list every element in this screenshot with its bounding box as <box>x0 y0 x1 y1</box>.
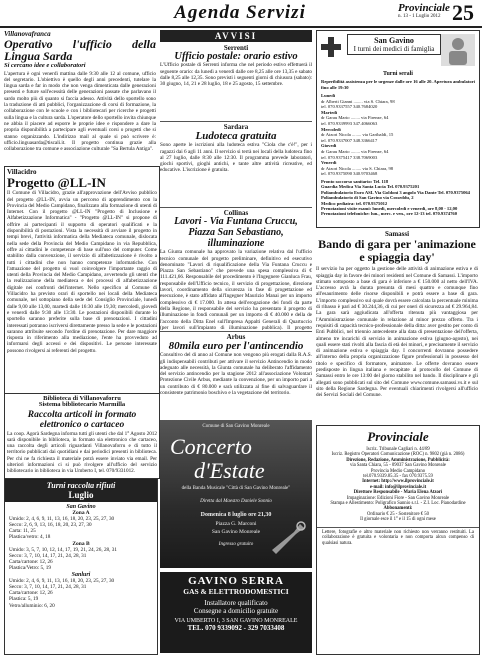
colophon-line: Provincia Medio Campidano <box>370 468 426 474</box>
day-line: dr Atzori Nicola ........ via S. Chiara, 98 <box>321 165 394 171</box>
article-serrenti <box>160 45 312 117</box>
service-line: Poliambulatorio Euro ASL Via Goldoni 3 angolo Via Dante Tel. 070.9375064 <box>321 189 470 195</box>
doctor-illustration <box>441 34 475 66</box>
day-line: tel. 070.9337557 340.7684020 <box>321 104 378 110</box>
colophon-line[interactable]: Internet: http://www.ilprovinciale.it <box>362 479 434 485</box>
ad-service: Installatore qualificato <box>204 599 268 607</box>
article-body: La coop. Agorà Sardegna informa tutti gli utenti che dal 1° Agosto 2012 sarà disponibile in biblioteca, in formato sia elettronico che cartaceo, una raccolta degli articoli riguardanti Villanovaforru e di tutto il territorio pubblicati dai quotidiani e dai periodici presenti in biblioteca. Per chi ne fa richiesta il materiale potrà essere inviato via email. Per ulteriori informazioni ci si può rivolgere all'ufficio del servizio bibliotecario in biblioteca in via Umberto I, tel. 070/9331012. <box>7 430 157 475</box>
paper-logo: Provinciale <box>398 2 450 14</box>
flyer-title-1: Concerto <box>170 434 252 459</box>
article-collinas <box>160 207 312 330</box>
zone-line: Umido: 2, 4, 6, 9, 11, 13, 16, 18, 20, 23, 25, 27, 30 <box>9 516 115 523</box>
waste-zones <box>5 502 157 611</box>
colophon-line: Direzione, Redazione, Amministrazione, Pubblicità: <box>346 457 450 463</box>
ad-tagline: GAS & ELETTRODOMESTICI <box>183 587 289 596</box>
waste-title <box>5 479 157 502</box>
turni-days <box>321 93 475 177</box>
page-number: 25 <box>452 0 474 25</box>
zone-line: Secco: 3, 7, 10, 14, 17, 21, 24, 28, 31 <box>9 584 87 591</box>
zone-line: Umido: 2, 4, 6, 9, 11, 13, 16, 18, 20, 23, 25, 27, 30 <box>9 578 115 585</box>
day-name: Mercoledì <box>321 126 341 132</box>
flyer-director: Diretta dal Maestro Daniele Sonnio <box>200 499 272 504</box>
day-line: dr Garau Mario ........ via Firenze, 64 <box>321 148 389 154</box>
colophon-line: Il giornale esce il 1° e il 15 di ogni mese <box>360 517 436 523</box>
article-body: Sono aperte le iscrizioni alla ludoteca estiva "Ciola che c'è!", per i ragazzi dai 6 agli 11 anni. Il servizio si terrà nei locali della ludoteca fino al 27 luglio, dalle 8:30 alle 12:30. Il programma prevede laboratori, giochi sportivi, gioghi antichi, e tante altre attività ricreative, ed educative. L'iscrizione è gratuita. <box>160 142 312 174</box>
article-place: Villacidro <box>7 168 37 176</box>
day-name: Lunedì <box>321 93 336 98</box>
article-arbus <box>160 331 312 419</box>
day-name: Venerdì <box>321 160 337 166</box>
day-line: tel. 070.9337007 348.3366417 <box>321 137 378 143</box>
zone-sub: Zona B <box>72 540 90 547</box>
day-block <box>321 143 475 160</box>
service-line: Poliambulatorio di San Gavino via Cosseddu, 2 <box>321 195 414 201</box>
services-list <box>321 179 475 217</box>
article-title: Operativo l'ufficio della Lingua Sarda <box>4 37 156 64</box>
day-line: tel. 070.9375090 340.9703468 <box>321 171 378 177</box>
article-title: Raccolta articoli in formato elettronico o cartaceo <box>27 409 137 430</box>
day-block <box>321 127 475 144</box>
article-place: Serrenti <box>223 45 249 52</box>
day-line: tel. 070.9339993 347.4066063 <box>321 120 378 126</box>
flyer-title-2: d'Estate <box>194 458 265 483</box>
service-line: Prenotazioni visite esami: lunedì, mercoledì e venerdì, ore 8,00 - 12,00 <box>321 206 458 212</box>
article-sardara <box>160 121 312 206</box>
day-line: dr Garau Mario ........ via Firenze, 64 <box>321 115 389 121</box>
article-villacidro <box>4 166 160 394</box>
doctors-box-title <box>347 34 441 55</box>
colophon <box>316 425 480 655</box>
article-body: L'Ufficio postale di Serrenti informa che nel periodo estivo effettuerà il seguente orario: da lunedì a venerdì dalle ore 8,25 alle ore 13,35 e sabato dalle 8,25 alle 12,35. Sono previsti i seguenti giorni di chiusura (sabato): 30 giugno, 14, 21 e 28 luglio, 18 e 25 agosto, 15 settembre. <box>160 62 312 88</box>
zone-line: Secco: 3, 7, 10, 14, 17, 21, 24, 28, 31 <box>9 552 87 559</box>
waste-zone <box>9 504 153 541</box>
zone-line: Plastica: 5, 19 <box>9 596 39 603</box>
cross-icon <box>321 37 341 57</box>
day-line: dr Atzori Nicola ........ via Garibaldi, 15 <box>321 132 394 138</box>
flyer-note: Ingresso gratuito <box>218 542 254 547</box>
zone-line: Plastica/vetro: 4, 18 <box>9 534 51 541</box>
zone-name: Sanluri <box>71 572 91 579</box>
day-name: Martedì <box>321 109 338 115</box>
article-place: Sardara <box>223 123 249 131</box>
flyer-venue: Piazza G. Marconi <box>215 521 257 527</box>
day-name: Giovedì <box>321 143 337 149</box>
article-villanovafranca <box>4 31 156 161</box>
flyer-subtitle: della Banda Musicale "Città di San Gavino Monreale" <box>181 486 291 491</box>
colophon-line: Iscriz. Tribunale Cagliari n. 44/89 <box>366 447 430 452</box>
day-line: tel. 070.9375417 338.7069003 <box>321 154 378 160</box>
service-line: Medico pediatra: tel. 070.9375012 <box>321 200 388 206</box>
colophon-line: Direttore Responsabile - Maria Elena Atzori <box>353 490 443 496</box>
box-title: I turni dei medici di famiglia <box>353 45 435 53</box>
waste-zone <box>9 541 153 571</box>
article-place: Villanovafranca <box>4 31 51 38</box>
article-title: Ludoteca gratuita <box>195 130 277 143</box>
flyer-city: San Gavino Monreale <box>211 529 261 535</box>
day-block <box>321 93 475 110</box>
article-place: Samassi <box>384 231 410 238</box>
article-place: Arbus <box>226 333 246 341</box>
waste-zone <box>9 572 153 609</box>
service-line: Prenotazioni telefoniche: lun., merc. e ven., ore 12-13 tel. 070.9374760 <box>321 211 457 217</box>
concert-flyer <box>160 420 312 568</box>
article-heading-2: Sistema bibliotecario Marmilla <box>38 401 126 409</box>
colophon-line[interactable]: e-mail: info@ilprovinciale.it <box>369 484 427 490</box>
day-block <box>321 110 475 127</box>
zone-line: Carta/cartone: 12, 26 <box>9 558 53 565</box>
article-title: 80mila euro per l'antincendio <box>168 340 304 353</box>
ad-phone: TEL. 070 9339092 - 329 7033408 <box>187 624 285 632</box>
article-title: Ufficio postale: orario estivo <box>174 51 298 63</box>
colophon-line: via Santa Chiara, 55 - 09037 San Gavino Monreale <box>350 463 446 469</box>
flyer-org: Comune di San Gavino Monreale <box>202 424 270 429</box>
article-body: Il servizio ha per oggetto la gestione delle attività di animazione estiva e di spiaggia day in favore dei minori residenti nel Comune di Samassi. L'importo stimato sottoposto a base di gara è inferiore a € 150.000 al netto dell'IVA. L'accesso avrà la durata presunta di mesi quattro e comunque fino all'esaurimento delle risorse disponibili e potrà essere a base di gara. L'importo complessivo sul quale dovrà essere calcolata la percentuale minima di ribasso è pari ad € 30.244,36, di cui per oneri di sicurezza ad € 29.964,84. La gara sarà aggiudicata all'offerta ritenuta più vantaggiosa per l'Amministrazione comunale in relazione al minor prezzo offerto. Tra i requisiti di capacità tecnico-professionale della ditta: aver gestito per conto di Enti Pubblici, nel triennio antecedente alla data di presentazione dell'offerta, almeno tre incarichi di servizio in animazione estiva (giugno-agosto), nei quali essere stati rivolti alla fascia di età dei minori, e precisamente il servizio di animazione estiva e spiaggia day. I concorrenti dovranno possedere all'interno della propria organizzazione figure professionali in possesso del titolo e specifico di formatore, animatore. Le offerte dovranno essere predisposte in lingua italiana e recapitate al protocollo del Comune di Samassi entro le ore 13:00 del giorno stabilito nel bando. Il disciplinare e gli allegati sono pubblicati sul sito del Comune www.comune.samassi.vs.it e sul sito della Regione Sardegna. Per eventuali chiarimenti rivolgersi all'ufficio dei Servizi Sociali del Comune. <box>316 266 478 399</box>
day-line: dr Alberti Gianni ........ via S. Chiara, 98 <box>321 98 395 104</box>
ad-name: GAVINO SERRA <box>188 575 284 587</box>
article-body: Il Comune di Villacidro, grazie all'approvazione dell'Avviso pubblico del progetto @LL-IN, avvia un percorso di apprendimento con la Provincia del Medio Campidano, finalizzato alla formazione di utenti di Internet. Con il progetto @LL-IN "Progetto di Inclusione e Alfabetizzazione Informatica" - "Progetto @LL-IN" si propone di offrire ai partecipanti il supporto di operatori qualificati e la disponibilità di postazioni. Vista la necessità di avviare il progetto in tempi brevi, l'attività informatica della Mediateca comunale, dislocata nella sede della Provincia del Medio Campidano in via Repubblica, offre ai cittadini le competenze di base sull'uso del computer. Come stabilito dalla convenzione, il servizio di alfabetizzazione è rivolto a tutti i cittadini che non hanno competenze informatiche. Con l'attuazione del progetto si vuol coinvolgere l'importante raggio di utenti della Provincia del Medio Campidano, avvertendo gli utenti che la realizzazione della mediateca e dei processi di alfabetizzazione digitale nei confronti dell'internet. Nello specifico al Comune di Villacidro ha previsto orari di sportello nei locali della Mediateca comunale, nel sottopiano della sede del Consiglio Provinciale, lunedì dalle 9,00 alle 13,00, martedì dalle 16:30 alle 19,30; mercoledì, giovedì e venerdì dalle 9:30 alle 13:30. Le postazioni disponibili durante lo sportello saranno preferite sulla base di prenotazioni. I cittadini interessati potranno iscriversi direttamente presso la sede e le postazioni saranno attribuite secondo l'ordine di prenotazione. Per dare maggiore risposta in riferimento alla mediazione, l'ente ha provveduto ad informarsi degli accessi e dei dispositivi. Le persone interessate possono rivolgersi ai referenti del progetto. <box>7 190 157 354</box>
service-line: Guardia Medica Via Santa Lucia Tel. 070.9375201 <box>321 184 420 190</box>
colophon-line: Impaginazione: Edizioni Fiore - San Gavino Monreale <box>346 495 450 501</box>
service-line: Pronto soccorso sanitario: Tel. 118 <box>321 179 389 184</box>
section-title: Agenda Servizi <box>174 2 306 23</box>
zone-line: Secco: 2, 6, 9, 13, 16, 18, 20, 23, 27, 30 <box>9 522 92 529</box>
turni-intro: Reperibilità assistenza per le urgenze dalle ore 16 alle 20. Apertura ambulatori fino alle 19:30 <box>321 79 475 90</box>
doctor-icon <box>441 34 475 66</box>
waste-title-line2: Luglio <box>68 490 94 500</box>
doctors-schedule <box>316 30 480 228</box>
article-body: L'apertura è ogni venerdì mattina dalle 9:30 alle 12 al comune, ufficio del segretario. L'obiettivo è quello degli anni precedenti, tutelare la lingua sarda e far in modo che non venga dimenticata dalle generazioni presenti e future soll'ecessità delle generazioni passate che parlavano il sardo molto più di quanto si faccia adesso. Attività dello sportello sono la traduzione di atti pubblici, l'organizzazione di corsi di formazione, la collaborazione con le scuole e con i bibliotecari per ricerche e progetti sulla lingua e la cultura sarda. L'operatore dello sportello invita chiunque ne abbia il piacere ad esporre le proprie idee e rispondere a dare la propria disponibilità a partecipare agli eventuali corsi o progetti che si stanno organizzando. L'indirizzo mail al quale si può scrivere è: ufficio.linguasarda@tiscali.it. Il progetto continua grazie alla collaborazione tra comune e associazione culturale "Sa Bertula Antiga". <box>4 70 156 153</box>
page-header <box>0 0 482 28</box>
waste-title-line1: Turni raccolta rifiuti <box>46 481 116 490</box>
zone-line: Carta: 11, 25 <box>9 528 36 535</box>
zone-line: Carta/cartone: 12, 26 <box>9 590 53 597</box>
article-title: Progetto @LL-IN <box>7 175 106 191</box>
colophon-line: Abbonamenti: <box>383 506 413 512</box>
article-body: Consultivo del di anno al Comune non vengono più erogati dalla R.A.S. gli indispensabili contributi per attivare il servizio Antincendio in modo adeguato alle necessità, la Giunta comunale ha deliberato l'affidamento del servizio antincendio per la stagione 2012 all'associazione Volontari Protezione Civile Arbus, mediante la convenzione, per un importo pari a un contributo di € 80.000 e sarà utilizzata al fine di salvaguardare il consistente patrimonio boschivo e la vegetazione del territorio. <box>160 352 312 397</box>
article-heading: Biblioteca di Villanovaforru <box>43 395 121 402</box>
turni-header: Turni serali <box>383 71 413 77</box>
ad-address: VIA UMBERTO I, 3 SAN GAVINO MONREALE <box>174 618 298 624</box>
zone-sub: Zona A <box>72 510 90 517</box>
avvisi-band: AVVISI <box>160 30 312 42</box>
zone-name: San Gavino <box>66 504 96 510</box>
flyer-date: Domenica 8 luglio ore 21,30 <box>200 512 272 518</box>
day-block <box>321 160 475 177</box>
ad-delivery: Consegne a domicilio gratuite <box>193 607 279 615</box>
article-title: Lavori - Via Funtana Cruccu, Piazza San Sebastiano, illuminazione <box>174 216 298 250</box>
article-subtitle: Si cercano idee e collaboratori <box>4 62 86 70</box>
colophon-notice: Lettere, fotografie e altro materiale non richiesto non verranno restituiti. La collaborazione è gratuita e volontaria e non comporta alcun compenso di qualsiasi natura. <box>317 527 479 548</box>
issue-date: n. 13 - 1 Luglio 2012 <box>398 14 441 19</box>
colophon-line: tel.070.9339.85.35 - fax 070.9375.59 <box>363 474 433 480</box>
colophon-title: Provinciale <box>367 429 429 444</box>
article-samassi <box>316 231 478 421</box>
colophon-lines <box>317 445 479 525</box>
article-biblioteca <box>4 393 160 479</box>
waste-schedule <box>4 478 158 655</box>
gavino-serra-ad <box>160 572 312 653</box>
article-title: Bando di gara per 'animazione e spiaggia day' <box>318 237 476 265</box>
trumpet-icon <box>270 520 306 560</box>
zone-line: Vetro/alluminio: 6, 20 <box>9 602 55 609</box>
zone-line: Plastica/Vetro: 5, 19 <box>9 564 51 571</box>
colophon-line: Ordinario € 25 - Sostenitore € 50 <box>367 511 429 517</box>
colophon-line: Stampa e Allestimento: Poligrafico Sannio s.r.l. - Z.I. Loc. Pianodardine <box>330 501 466 507</box>
article-place: Collinas <box>223 209 249 217</box>
colophon-line: Iscriz. Registro Operatori Comunicazione (ROC) n. 9802 (già n. 2086) <box>331 452 465 458</box>
brand: San Gavino <box>374 36 414 45</box>
zone-line: Umido: 3, 5, 7, 10, 12, 14, 17, 19, 21, 24, 26, 28, 31 <box>9 546 117 553</box>
article-body: La Giunta comunale ha approvato la variazione relativa dal l'ufficio tecnico comunale del progetto preliminare, definitivo ed esecutivo denominato "Lavori di riqualificazione della Via Funtana Cruccu e Piazza San Sebastiano" che prevede una spesa complessiva di € 111.421,66. Responsabile del procedimento è l'Ingegnere Gianluca Frau, responsabile dell'Ufficio tecnico, il servizio di progettazione, direzione lavori, coordinamento della sicurezza in fase di progettazione ed esecuzione, è stato affidato all'Ingegner Maurizio Manai per un importo complessivo di € 17.000. In attesa dell'erogazione dei fondi da parte della Regione, il responsabile del servizio ha presentato il progetto di illuminazione in fondi comunali per un importo di € 40.000 e della de l'acconto della Ditta Enel sull'Impresa Appalti Generali di Quartuccio (per lavori sull'impianto di illuminazione pubblica). Il progetto <box>160 249 312 330</box>
